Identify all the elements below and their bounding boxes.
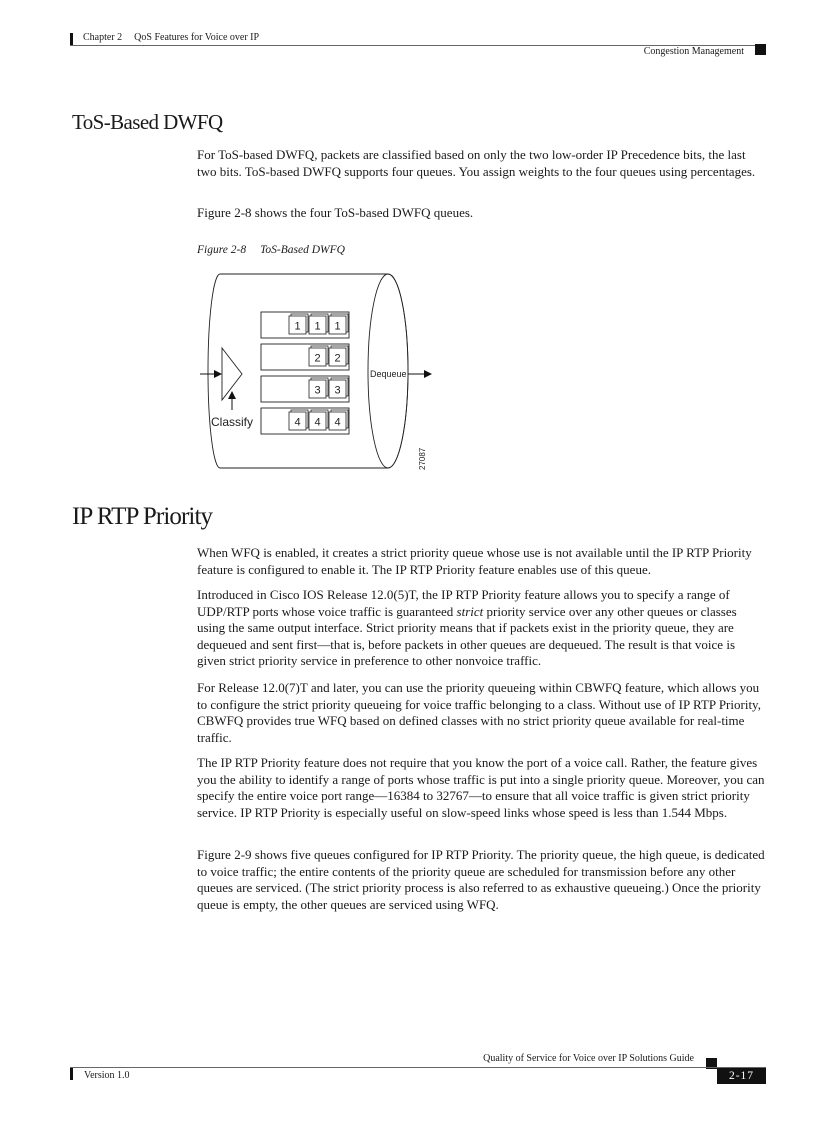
queue-packet: [309, 346, 328, 366]
tos-paragraph-2: Figure 2-8 shows the four ToS-based DWFQ queues.: [197, 205, 474, 220]
queue-packet-label: 1: [334, 320, 341, 333]
rtp-paragraph-2: [197, 587, 765, 670]
queue-packet: [289, 410, 308, 430]
rtp-paragraph-3: For Release 12.0(7)T and later, you can use the priority queueing within CBWFQ feature, which allows you to configure the strict priority queueing for voice traffic belonging to a class. Without use of IP RTP Priority, CBWFQ provides true WFQ based on defined classes with no strict priority queue available for real-time traffic.: [197, 680, 761, 745]
chapter-title: QoS Features for Voice over IP: [134, 32, 260, 43]
queue-packet: [329, 378, 348, 398]
rtp-paragraph-2-start: Introduced in Cisco IOS Release 12.0(5)T, the IP RTP Priority feature allows you to specify a range of UDP/RTP ports whose voice traffic is guaranteed: [197, 587, 730, 619]
queue-packet-label: 1: [314, 320, 321, 333]
header-bar-mark: [70, 33, 73, 45]
figure-caption-title: ToS-Based DWFQ: [260, 244, 345, 256]
heading-tos-based-dwfq: ToS-Based DWFQ: [72, 110, 223, 134]
dequeue-label: Dequeue: [370, 369, 407, 379]
queue-packet: [309, 410, 328, 430]
figure-caption-number: Figure 2-8: [197, 244, 247, 256]
classify-label: Classify: [211, 415, 254, 429]
queue-packet: [289, 314, 308, 334]
queue-packet: [329, 410, 348, 430]
rtp-paragraph-2-emphasis: strict: [456, 603, 484, 619]
queue-packet: [329, 314, 348, 334]
footer-version: Version 1.0: [84, 1070, 130, 1081]
rtp-paragraph-5: Figure 2-9 shows five queues configured for IP RTP Priority. The priority queue, the high queue, is dedicated to voice traffic; the entire contents of the priority queue are scheduled for transmission before any other queues are serviced. (The strict priority process is also referred to as exhaustive queueing.) Once the priority queue is empty, the other queues are serviced using WFQ.: [197, 847, 765, 912]
running-header-chapter: [83, 32, 259, 43]
queue-packet-label: 4: [294, 416, 301, 429]
queue-packet-label: 4: [314, 416, 321, 429]
footer-bar-mark: [70, 1068, 73, 1080]
queue-packet-label: 3: [314, 384, 321, 397]
queue-packet: [309, 378, 328, 398]
rtp-paragraph-1: When WFQ is enabled, it creates a strict priority queue whose use is not available until the IP RTP Priority feature is configured to enable it. The IP RTP Priority feature enables use of this queue.: [197, 545, 752, 577]
heading-ip-rtp-priority: IP RTP Priority: [72, 503, 213, 530]
queue-packet-label: 2: [334, 352, 341, 365]
tos-dwfq-figure: [198, 268, 448, 473]
figure-caption: [197, 244, 345, 256]
chapter-label: Chapter 2: [83, 32, 123, 43]
page-number: 2-17: [717, 1068, 766, 1084]
queue-packet-label: 3: [334, 384, 341, 397]
queue-packet-label: 4: [334, 416, 341, 429]
rtp-paragraph-4: The IP RTP Priority feature does not require that you know the port of a voice call. Rather, the feature gives you the ability to identify a range of ports whose traffic is put into a single priority queue. Moreover, you can specify the entire voice port range—16384 to 32767—to ensure that all voice traffic is given strict priority service. IP RTP Priority is especially useful on slow-speed links whose speed is less than 1.544 Mbps.: [197, 755, 765, 820]
running-header-section: Congestion Management: [643, 46, 744, 57]
header-square-mark: [755, 44, 766, 55]
queue-packet-label: 1: [294, 320, 301, 333]
tos-paragraph-1: For ToS-based DWFQ, packets are classified based on only the two low-order IP Precedence bits, the last two bits. ToS-based DWFQ supports four queues. You assign weights to the four queues using percentages.: [197, 147, 756, 179]
queue-packets: [289, 314, 348, 430]
rtp-paragraph-2-end: priority service over any other queues or classes using the same output interface. Strict priority means that if packets exist in the priority queue, they are dequeued and sent first—that is, before packets in other queues are dequeued. The result is that voice is given strict priority service in preference to other nonvoice traffic.: [197, 603, 737, 668]
footer-guide-title: Quality of Service for Voice over IP Solutions Guide: [483, 1053, 694, 1064]
figure-id: 27087: [418, 447, 427, 470]
queue-packet: [309, 314, 328, 334]
queue-packet: [329, 346, 348, 366]
queue-packet-label: 2: [314, 352, 321, 365]
footer-rule: [70, 1067, 766, 1068]
